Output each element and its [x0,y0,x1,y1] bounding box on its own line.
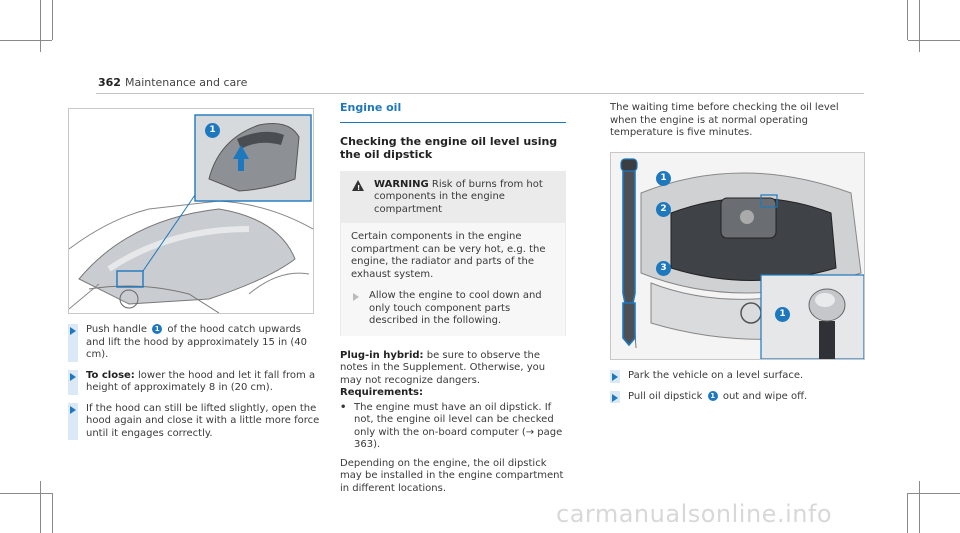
warning-text: Certain components in the engine compartment can be very hot, e.g. the engine, the radiator and parts of the exhaust system. [351,231,546,280]
step-text: Push handle 1 of the hood catch upwards and lift the hood by approximately 15 in (40 cm). [86,324,307,360]
warning-triangle-icon: ! [352,180,364,191]
crop-mark [919,0,920,52]
warning-header [340,171,566,224]
step-lifted-slightly [68,403,320,441]
step-push-handle [68,324,320,362]
warning-box [340,171,566,336]
crop-mark [52,493,53,533]
column-right-steps [610,370,864,411]
step-text: If the hood can still be lifted slightly, open the hood again and close it with a little more force until it engages correctly. [86,402,320,439]
crop-mark [907,0,908,40]
crop-mark [907,493,908,533]
step-text: To close: lower the hood and let it fall from a height of approximately 8 in (20 cm). [86,369,316,393]
crop-mark [0,40,52,41]
crop-mark [908,40,960,41]
callout-2: 2 [656,202,671,217]
step-arrow-icon [70,373,76,381]
step-arrow-icon [612,373,618,381]
section-title: Engine oil [340,101,402,114]
step-bar [351,290,361,328]
hood-illustration [68,108,314,314]
step-bar [610,370,620,383]
plugin-hybrid-note: Plug-in hybrid: be sure to observe the notes in the Supplement. Otherwise, you may not recognize dangers. [340,349,546,386]
step-arrow-icon [612,394,618,402]
page-number: 362 [98,76,121,89]
closing-paragraph: Depending on the engine, the oil dipstick may be installed in the engine compartment in different locations. [340,457,564,494]
step-text: Park the vehicle on a level surface. [628,370,804,381]
hood-drawing [69,109,313,313]
callout-1: 1 [656,171,671,186]
step-bar [610,391,620,404]
step-bar [68,403,78,441]
warning-headline: WARNING Risk of burns from hot components in the engine compartment [374,178,543,215]
inline-callout-1: 1 [708,391,718,401]
step-arrow-icon [353,293,359,301]
column-right [610,102,864,140]
crop-mark [919,481,920,533]
crop-mark [40,481,41,533]
engine-drawing [611,153,864,359]
step-bar [68,370,78,395]
callout-3: 3 [656,261,671,276]
crop-mark [0,493,52,494]
warning-step [351,290,555,328]
watermark: carmanualsonline.info [556,500,833,528]
bullet-icon: • [340,401,347,413]
callout-1: 1 [205,123,220,138]
subsection-title: Checking the engine oil level using the oil dipstick [340,134,558,161]
step-text: Allow the engine to cool down and only touch component parts described in the following. [369,290,542,326]
section-rule [340,122,566,123]
engine-illustration [610,152,865,360]
step-to-close [68,370,320,395]
step-pull-dipstick [610,391,864,404]
requirement-item: • The engine must have an oil dipstick. If not, the engine oil level can be checked only with the on-board computer (→ page 363). [340,401,563,450]
warning-body [341,223,565,336]
step-arrow-icon [70,327,76,335]
column-middle [340,102,566,495]
crop-mark [908,493,960,494]
step-park-vehicle [610,370,864,383]
crop-mark [52,0,53,40]
requirements-label: Requirements: [340,387,423,398]
step-bar [68,324,78,362]
waiting-time-paragraph: The waiting time before checking the oil level when the engine is at normal operating temperature is five minutes. [610,102,839,138]
inset-callout-1: 1 [775,307,790,322]
page-header [98,76,247,89]
step-text: Pull oil dipstick 1 out and wipe off. [628,390,808,402]
header-rule [96,93,864,94]
column-left [68,324,320,448]
inline-callout-1: 1 [152,324,162,334]
section-header-title: Maintenance and care [124,76,248,89]
crop-mark [40,0,41,52]
step-arrow-icon [70,406,76,414]
